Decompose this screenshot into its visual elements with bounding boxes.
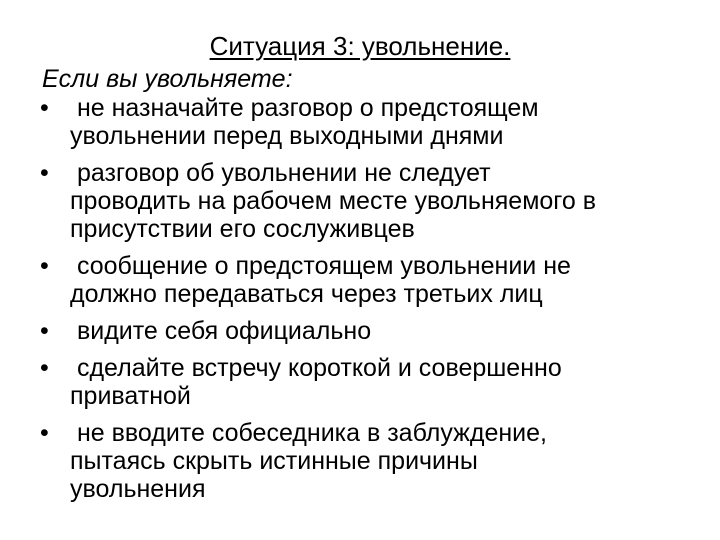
bullet-item bbox=[0, 317, 720, 345]
bullet-text: не вводите собеседника в заблуждение, пытаясь скрыть истинные причины увольнения bbox=[70, 419, 547, 503]
bullet-list bbox=[0, 94, 720, 512]
bullet-dot-icon: • bbox=[40, 94, 49, 122]
bullet-dot-icon: • bbox=[40, 252, 49, 280]
bullet-dot-icon: • bbox=[40, 354, 49, 382]
bullet-text: разговор об увольнении не следует проводить на рабочем месте увольняемого в присутствии его сослуживцев bbox=[70, 159, 596, 243]
slide-subtitle: Если вы увольняете: bbox=[42, 65, 293, 93]
bullet-item bbox=[0, 419, 720, 503]
bullet-dot-icon: • bbox=[40, 159, 49, 187]
bullet-dot-icon: • bbox=[40, 317, 49, 345]
bullet-item bbox=[0, 159, 720, 243]
bullet-text: сделайте встречу короткой и совершенно приватной bbox=[70, 354, 562, 410]
slide-title: Ситуация 3: увольнение. bbox=[209, 31, 511, 61]
bullet-item bbox=[0, 252, 720, 308]
bullet-item bbox=[0, 354, 720, 410]
bullet-text: не назначайте разговор о предстоящем увольнении перед выходными днями bbox=[70, 94, 539, 150]
bullet-item bbox=[0, 94, 720, 150]
bullet-text: сообщение о предстоящем увольнении не должно передаваться через третьих лиц bbox=[70, 252, 571, 308]
bullet-text: видите себя официально bbox=[70, 317, 372, 345]
bullet-dot-icon: • bbox=[40, 419, 49, 447]
